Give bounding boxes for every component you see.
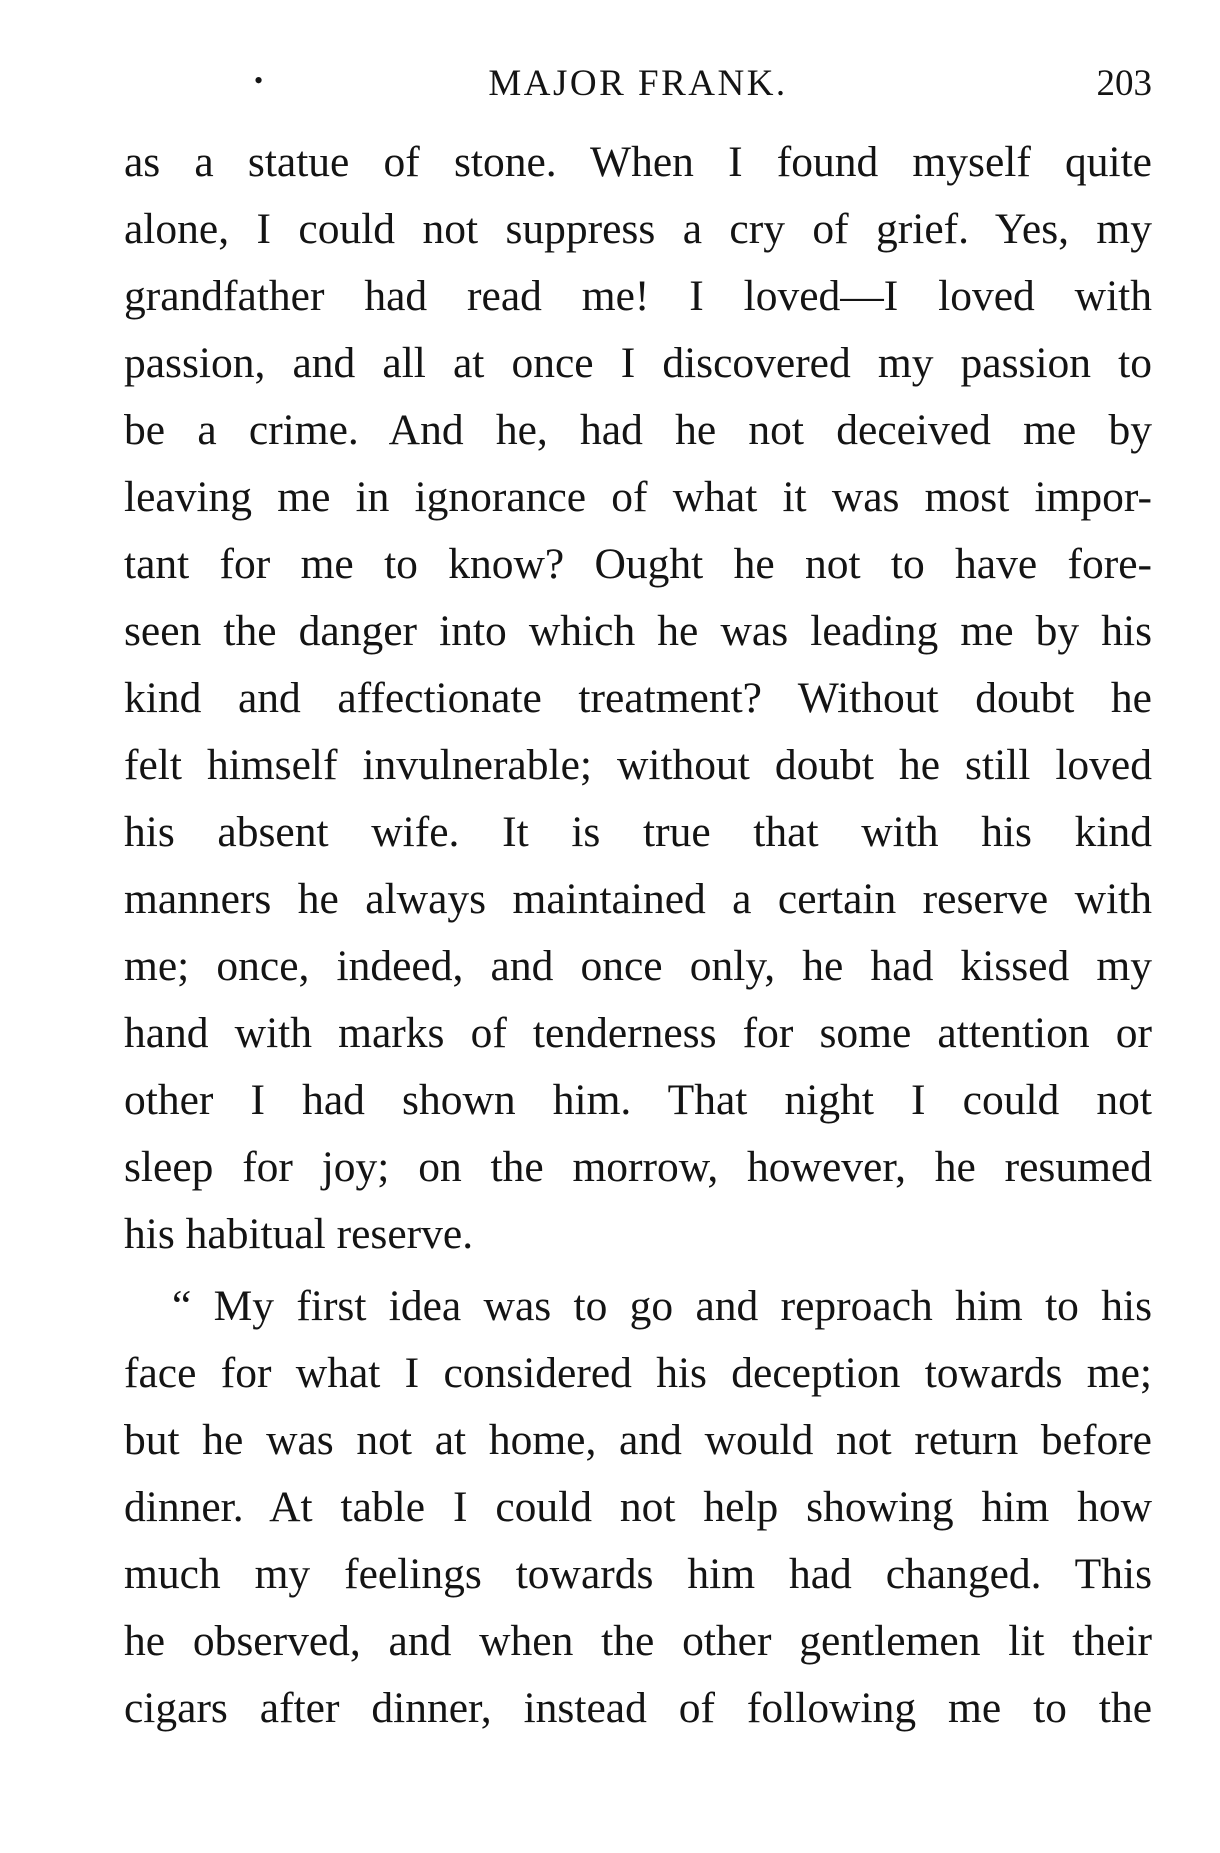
text-line: other I had shown him. That night I could not [124, 1076, 1152, 1124]
text-line: cigars after dinner, instead of following me to the [124, 1684, 1152, 1732]
text-line: passion, and all at once I discovered my passion to [124, 339, 1152, 387]
text-line: manners he always maintained a certain reserve with [124, 875, 1152, 923]
text-line: sleep for joy; on the morrow, however, he resumed [124, 1143, 1152, 1191]
text-line: dinner. At table I could not help showing him how [124, 1483, 1152, 1531]
text-line: grandfather had read me! I loved—I loved with [124, 272, 1152, 320]
text-line: but he was not at home, and would not return before [124, 1416, 1152, 1464]
text-line: hand with marks of tenderness for some attention or [124, 1009, 1152, 1057]
page-number: 203 [1096, 63, 1152, 104]
body-text [124, 129, 1152, 1742]
text-line: kind and affectionate treatment? Without doubt he [124, 674, 1152, 722]
text-line: face for what I considered his deception towards me; [124, 1349, 1152, 1397]
text-line: much my feelings towards him had changed. This [124, 1550, 1152, 1598]
text-line: alone, I could not suppress a cry of grief. Yes, my [124, 205, 1152, 253]
running-header [124, 56, 1152, 106]
text-line: leaving me in ignorance of what it was most impor- [124, 473, 1152, 521]
running-title: MAJOR FRANK. [488, 63, 788, 104]
text-line: he observed, and when the other gentlemen lit their [124, 1617, 1152, 1665]
text-line: seen the danger into which he was leading me by his [124, 607, 1152, 655]
text-line: “ My first idea was to go and reproach him to his [172, 1282, 1152, 1330]
text-line: felt himself invulnerable; without doubt he still loved [124, 741, 1152, 789]
text-line: me; once, indeed, and once only, he had kissed my [124, 942, 1152, 990]
header-dot: • [254, 66, 264, 95]
text-line: his absent wife. It is true that with his kind [124, 808, 1152, 856]
paragraph-1 [124, 129, 1152, 1268]
text-line: as a statue of stone. When I found myself quite [124, 138, 1152, 186]
text-line: his habitual reserve. [124, 1210, 474, 1258]
paragraph-2 [124, 1273, 1152, 1742]
text-line: be a crime. And he, had he not deceived me by [124, 406, 1152, 454]
text-line: tant for me to know? Ought he not to have fore- [124, 540, 1152, 588]
